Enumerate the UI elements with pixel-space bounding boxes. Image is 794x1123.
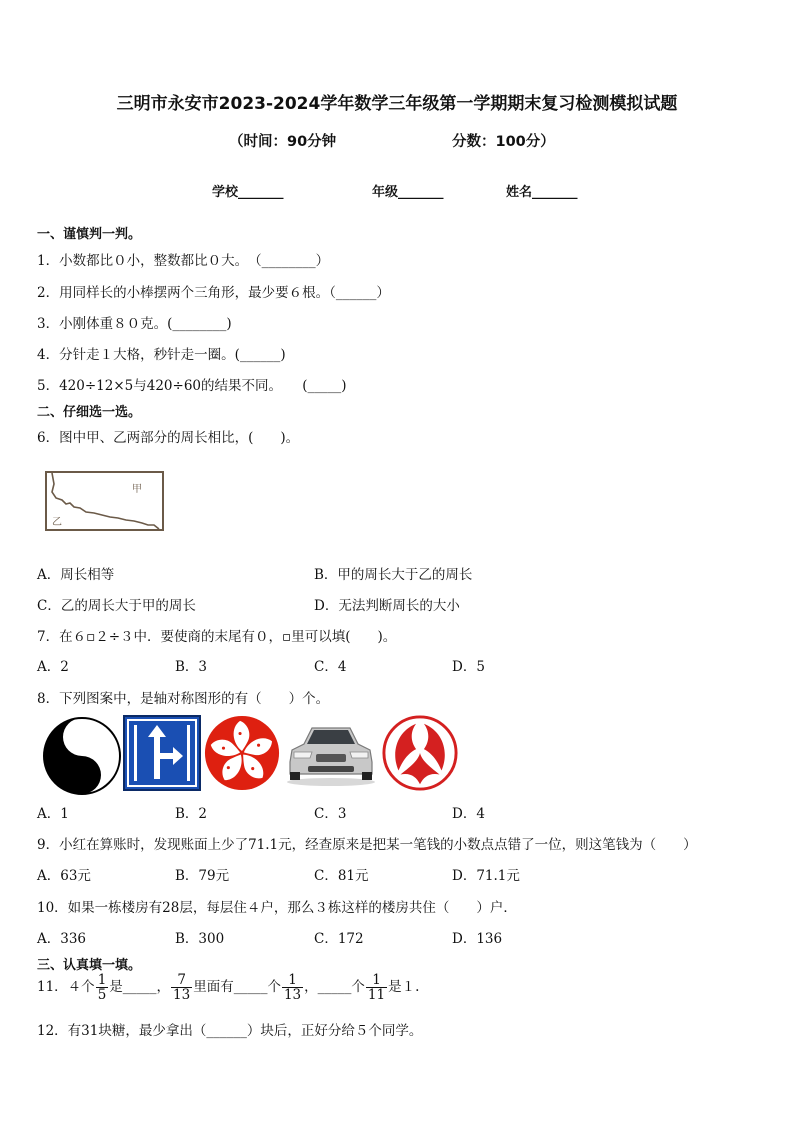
q7-option-c: C．4	[314, 659, 347, 675]
bauhinia-emblem-icon	[203, 714, 281, 792]
q8-option-c: C．3	[314, 806, 347, 822]
perimeter-figure	[44, 470, 166, 534]
car-icon	[282, 716, 380, 788]
q9-option-a: A．63元	[37, 868, 91, 884]
question-5: 5．420÷12×5与420÷60的结果不同。 (_____)	[37, 378, 347, 394]
q10-option-c: C．172	[314, 931, 364, 947]
q7-option-d: D．5	[452, 659, 485, 675]
q7-option-b: B．3	[175, 659, 208, 675]
grade-field: 年级_______	[372, 185, 444, 200]
q11-part-2: 是_____，	[109, 979, 171, 996]
q10-option-b: B．300	[175, 931, 225, 947]
question-8: 8．下列图案中，是轴对称图形的有（ ）个。	[37, 691, 330, 707]
section-heading-2: 二、仔细选一选。	[37, 405, 142, 420]
yin-yang-icon	[42, 716, 122, 796]
figure-label-yi: 乙	[52, 517, 62, 528]
q10-option-d: D．136	[452, 931, 503, 947]
q7-option-a: A．2	[37, 659, 69, 675]
question-10: 10．如果一栋楼房有28层，每层住４户，那么３栋这样的楼房共住（ ）户．	[37, 900, 517, 916]
fraction-one-eleventh: $\frac{1}{11}$	[367, 972, 386, 1004]
q6-option-c: C．乙的周长大于甲的周长	[37, 598, 196, 614]
question-9: 9．小红在算账时，发现账面上少了71.1元，经查原来是把某一笔钱的小数点点错了一位，则这笔钱为（ ）	[37, 837, 697, 853]
q8-option-b: B．2	[175, 806, 208, 822]
school-field: 学校_______	[212, 185, 284, 200]
q11-part-3: 里面有_____个	[193, 979, 281, 996]
question-6: 6．图中甲、乙两部分的周长相比，( )。	[37, 430, 300, 446]
q6-option-a: A．周长相等	[37, 567, 115, 583]
fraction-one-thirteenth: $\frac{1}{13}$	[283, 972, 302, 1004]
question-12: 12．有31块糖，最少拿出（______）块后，正好分给５个同学。	[37, 1023, 423, 1039]
page-title: 三明市永安市2023-2024学年数学三年级第一学期期末复习检测模拟试题	[116, 94, 678, 114]
q9-option-d: D．71.1元	[452, 868, 520, 884]
section-heading-1: 一、谨慎判一判。	[37, 227, 142, 242]
road-sign-icon	[123, 715, 201, 791]
exam-score: 分数：100分）	[452, 134, 555, 150]
q11-part-1: 11．４个	[37, 979, 95, 996]
q6-option-d: D．无法判断周长的大小	[314, 598, 460, 614]
fraction-seven-thirteenths: $\frac{7}{13}$	[173, 972, 191, 1004]
figure-label-jia: 甲	[132, 484, 142, 495]
q9-option-b: B．79元	[175, 868, 230, 884]
question-4: 4．分针走１大格，秒针走一圈。(______)	[37, 347, 286, 363]
question-1: 1．小数都比０小，整数都比０大。 （________）	[37, 253, 330, 269]
section-heading-3: 三、认真填一填。	[37, 958, 142, 973]
q11-part-4: ，_____个	[304, 979, 365, 996]
question-2: 2．用同样长的小棒摆两个三角形，最少要６根。（______）	[37, 285, 390, 301]
q10-option-a: A．336	[37, 931, 87, 947]
q8-option-a: A．1	[37, 806, 69, 822]
question-11	[37, 973, 419, 1002]
question-7: 7．在６▫２÷３中．要使商的末尾有０，▫里可以填( )。	[37, 629, 397, 645]
exam-time: （时间：90分钟	[229, 134, 337, 150]
question-3: 3．小刚体重８０克。(________)	[37, 316, 232, 332]
name-field: 姓名_______	[506, 185, 578, 200]
dongfeng-logo-icon	[381, 714, 459, 792]
q11-part-5: 是１.	[388, 979, 420, 996]
fraction-one-fifth: $\frac{1}{5}$	[97, 972, 107, 1004]
q8-option-d: D．4	[452, 806, 485, 822]
q6-option-b: B．甲的周长大于乙的周长	[314, 567, 473, 583]
q9-option-c: C．81元	[314, 868, 369, 884]
